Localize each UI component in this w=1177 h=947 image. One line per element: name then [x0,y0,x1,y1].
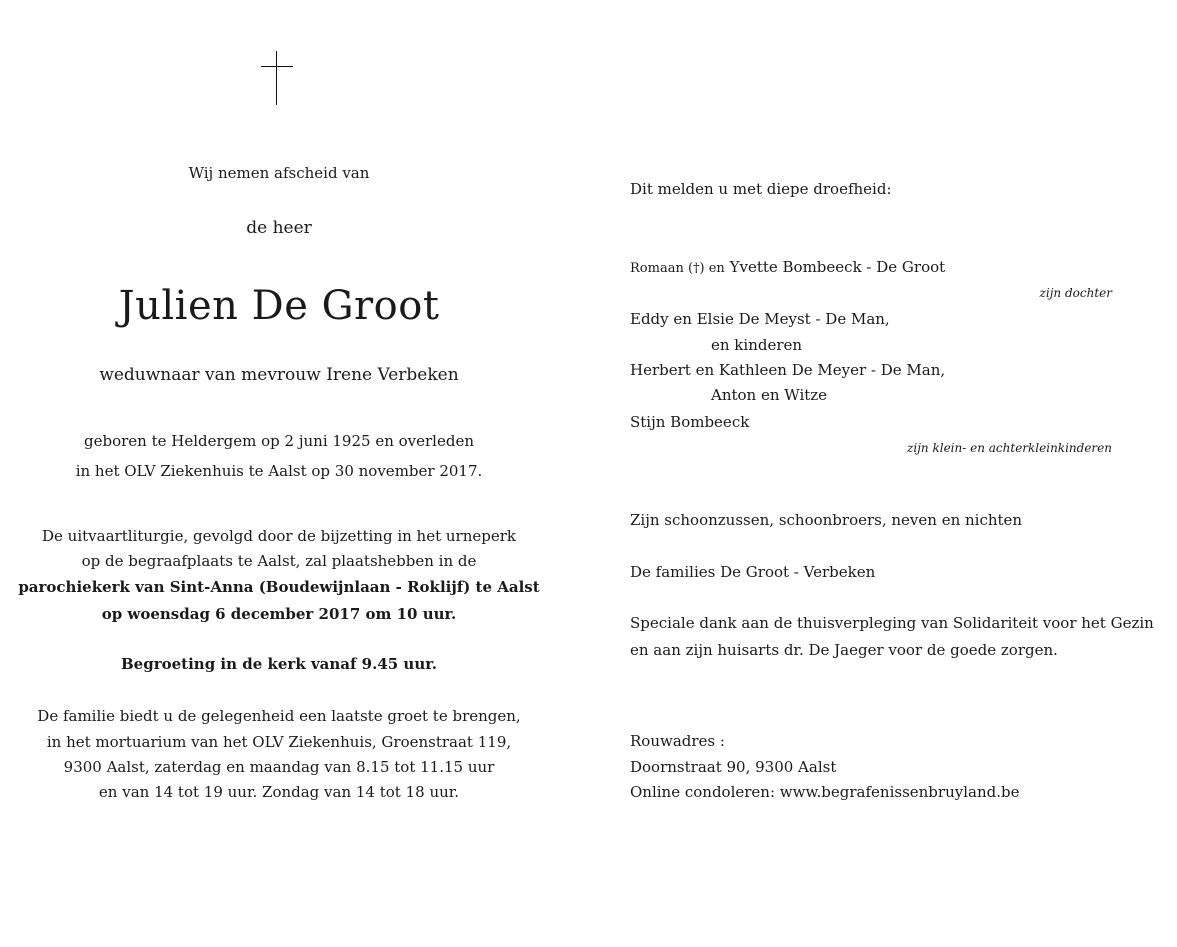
announce-text: Dit melden u met diepe droefheid: [630,180,892,198]
visit-line-1: De familie biedt u de gelegenheid een laatste groet te brengen, [37,707,521,725]
grandchild-2: Herbert en Kathleen De Meyer - De Man, [630,361,946,379]
address-label: Rouwadres : [630,732,725,750]
daughter-prefix: Romaan (†) en [630,261,725,276]
grandchild-2-sub: Anton en Witze [711,386,828,404]
families-text: De families De Groot - Verbeken [630,563,876,581]
honorific: de heer [246,218,312,238]
visit-line-3: 9300 Aalst, zaterdag en maandag van 8.15 tot 11.15 uur [63,758,495,776]
funeral-line-3: parochiekerk van Sint-Anna (Boudewijnlaan - Roklijf) te Aalst [18,578,540,596]
funeral-line-4: op woensdag 6 december 2017 om 10 uur. [101,605,457,623]
thanks-line-2: en aan zijn huisarts dr. De Jaeger voor de goede zorgen. [630,641,1058,659]
daughter-role: zijn dochter [1039,286,1112,300]
in-laws-text: Zijn schoonzussen, schoonbroers, neven en nichten [630,511,1023,529]
grandchild-3: Stijn Bombeeck [630,413,750,431]
funeral-line-2: op de begraafplaats te Aalst, zal plaatshebben in de [81,552,477,570]
address-text: Doornstraat 90, 9300 Aalst [630,758,837,776]
thanks-line-1: Speciale dank aan de thuisverpleging van Solidariteit voor het Gezin [630,614,1154,632]
funeral-line-1: De uitvaartliturgie, gevolgd door de bijzetting in het urneperk [42,527,516,545]
greeting-text: Begroeting in de kerk vanaf 9.45 uur. [121,655,437,673]
visit-line-2: in het mortuarium van het OLV Ziekenhuis, Groenstraat 119, [46,733,512,751]
visit-line-4: en van 14 tot 19 uur. Zondag van 14 tot 18 uur. [98,783,460,801]
born-line-1: geboren te Heldergem op 2 juni 1925 en overleden [84,432,474,450]
born-line-2: in het OLV Ziekenhuis te Aalst op 30 november 2017. [75,462,483,480]
online-condolences: Online condoleren: www.begrafenissenbruyland.be [630,783,1020,801]
daughter-name: Yvette Bombeeck - De Groot [729,258,946,276]
grandchild-1: Eddy en Elsie De Meyst - De Man, [630,310,890,328]
intro-text: Wij nemen afscheid van [188,164,370,182]
deceased-name: Julien De Groot [118,283,440,329]
grandchildren-role: zijn klein- en achterkleinkinderen [907,441,1112,455]
grandchild-1-sub: en kinderen [711,336,803,354]
widower-text: weduwnaar van mevrouw Irene Verbeken [99,365,459,385]
daughter-line [630,258,945,276]
